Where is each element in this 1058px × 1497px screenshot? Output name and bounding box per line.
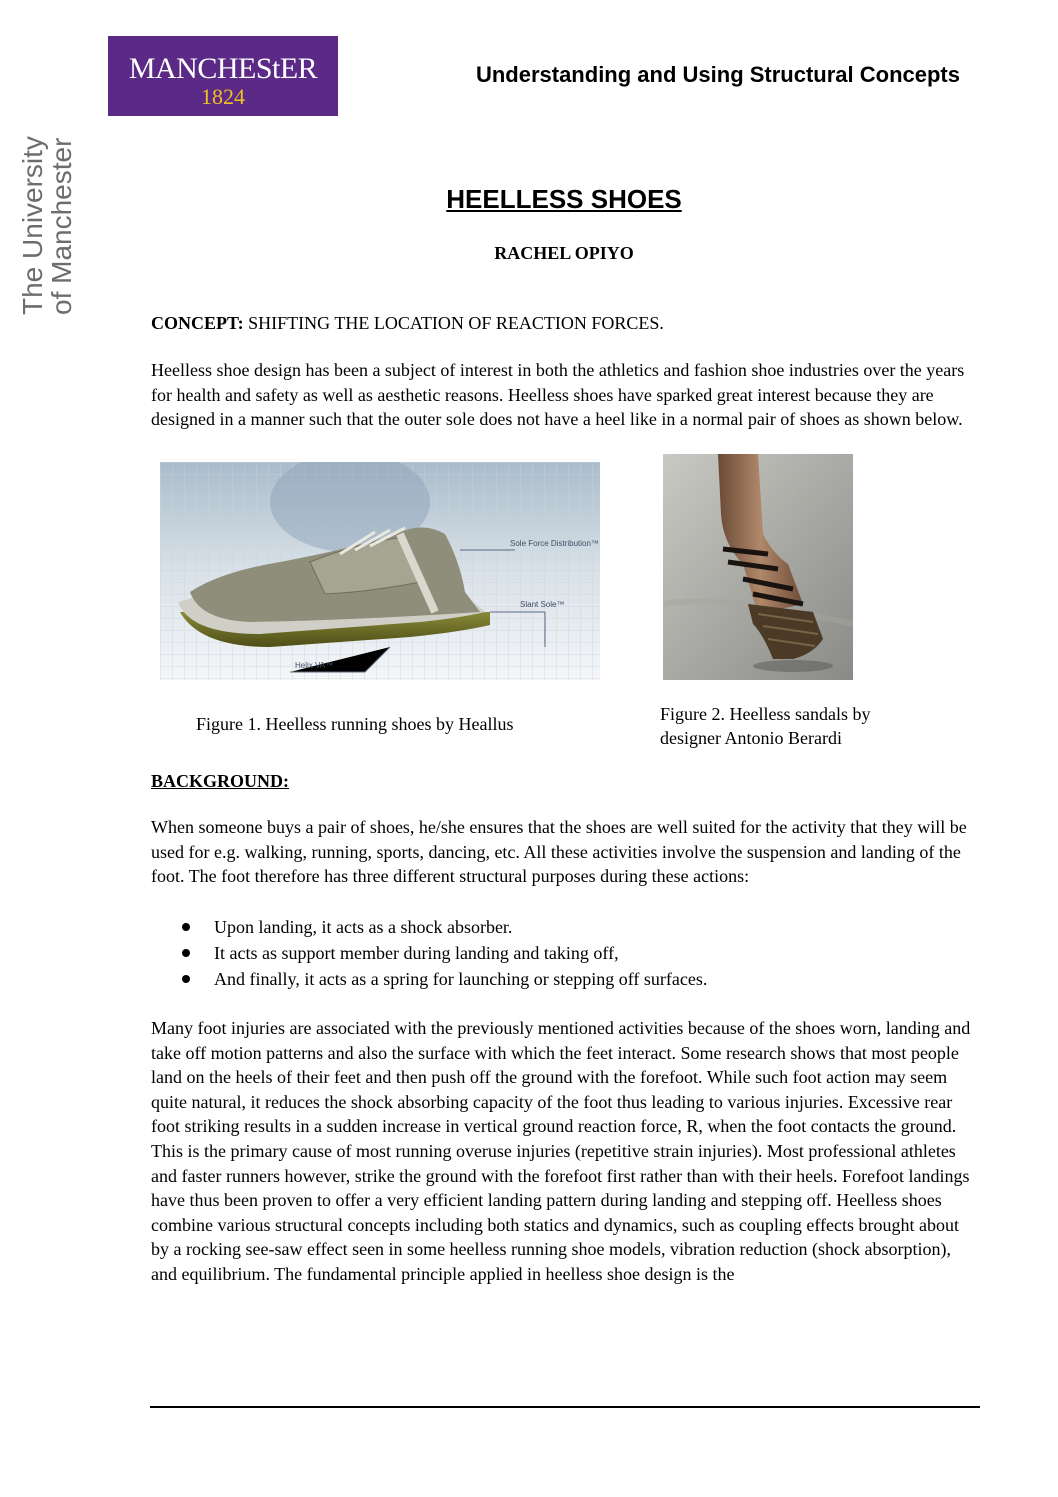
background-heading: BACKGROUND: bbox=[151, 771, 289, 791]
label-helix: Helix VA™ bbox=[295, 661, 334, 670]
list-item bbox=[180, 966, 707, 992]
figure1-caption: Figure 1. Heelless running shoes by Heallus bbox=[196, 714, 514, 734]
concept-label: CONCEPT: bbox=[151, 313, 244, 333]
figure2-caption-line2: designer Antonio Berardi bbox=[660, 728, 842, 748]
concept-line bbox=[151, 313, 664, 334]
figure2-caption bbox=[660, 702, 870, 750]
figure1-image bbox=[160, 462, 600, 680]
figure2-caption-line1: Figure 2. Heelless sandals by bbox=[660, 704, 871, 724]
bullet-text: And finally, it acts as a spring for launching or stepping off surfaces. bbox=[214, 969, 708, 989]
heelless-sandal-photo bbox=[663, 454, 853, 680]
label-sole-force: Sole Force Distribution™ bbox=[510, 539, 599, 548]
bullet-list bbox=[180, 914, 707, 992]
side-text-line1: The University bbox=[17, 136, 48, 315]
intro-paragraph: Heelless shoe design has been a subject of interest in both the athletics and fashion shoe industries over the years for health and safety as well as aesthetic reasons. Heelless shoes have sparked great interest because they are designed in a manner such that the outer sole does not have a heel like in a normal pair of shoes as shown below. bbox=[151, 360, 965, 430]
bullet-icon bbox=[182, 975, 190, 983]
side-text-line2: of Manchester bbox=[46, 137, 77, 315]
background-paragraph-2: Many foot injuries are associated with the previously mentioned activities because of the shoes worn, landing and take off motion patterns and also the surface with which the feet interact. Some research shows that most people land on the heels of their feet and then push off the ground with the forefoot. While such foot action may seem quite natural, it reduces the shock absorbing capacity of the foot thus leading to various injuries. Excessive rear foot striking results in a sudden increase in vertical ground reaction force, R, when the foot contacts the ground. This is the primary cause of most running overuse injuries (repetitive strain injuries). Most professional athletes and faster runners however, strike the ground with the forefoot first rather than with their heels. Forefoot landings have thus been proven to offer a very efficient landing pattern during landing and stepping off. Heelless shoes combine various structural concepts including both statics and dynamics, such as coupling effects brought about by a rocking see-saw effect seen in some heelless running shoe models, vibration reduction (shock absorption), and equilibrium. The fundamental principle applied in heelless shoe design is the bbox=[151, 1018, 971, 1284]
header-title: Understanding and Using Structural Concepts bbox=[475, 62, 960, 87]
bullet-icon bbox=[182, 949, 190, 957]
footer-divider bbox=[150, 1406, 980, 1408]
university-logo bbox=[108, 36, 338, 116]
university-side-text bbox=[18, 136, 76, 315]
list-item bbox=[180, 940, 707, 966]
background-paragraph-1: When someone buys a pair of shoes, he/she ensures that the shoes are well suited for the activity that they will be used for e.g. walking, running, sports, dancing, etc. All these activities involve the suspension and landing of the foot. The foot therefore has three different structural purposes during these actions: bbox=[151, 817, 967, 887]
concept-text: SHIFTING THE LOCATION OF REACTION FORCES. bbox=[243, 313, 664, 333]
logo-name: MANCHEStER bbox=[128, 52, 318, 85]
running-shoe-illustration bbox=[160, 462, 600, 680]
logo-year: 1824 bbox=[201, 84, 245, 109]
bullet-icon bbox=[182, 923, 190, 931]
author-name: RACHEL OPIYO bbox=[494, 243, 634, 263]
bullet-text: Upon landing, it acts as a shock absorber. bbox=[214, 917, 513, 937]
label-slant-sole: Slant Sole™ bbox=[520, 600, 565, 609]
list-item bbox=[180, 914, 707, 940]
document-title: HEELLESS SHOES bbox=[446, 184, 682, 214]
figure2-image bbox=[663, 454, 853, 680]
bullet-text: It acts as support member during landing and taking off, bbox=[214, 943, 619, 963]
